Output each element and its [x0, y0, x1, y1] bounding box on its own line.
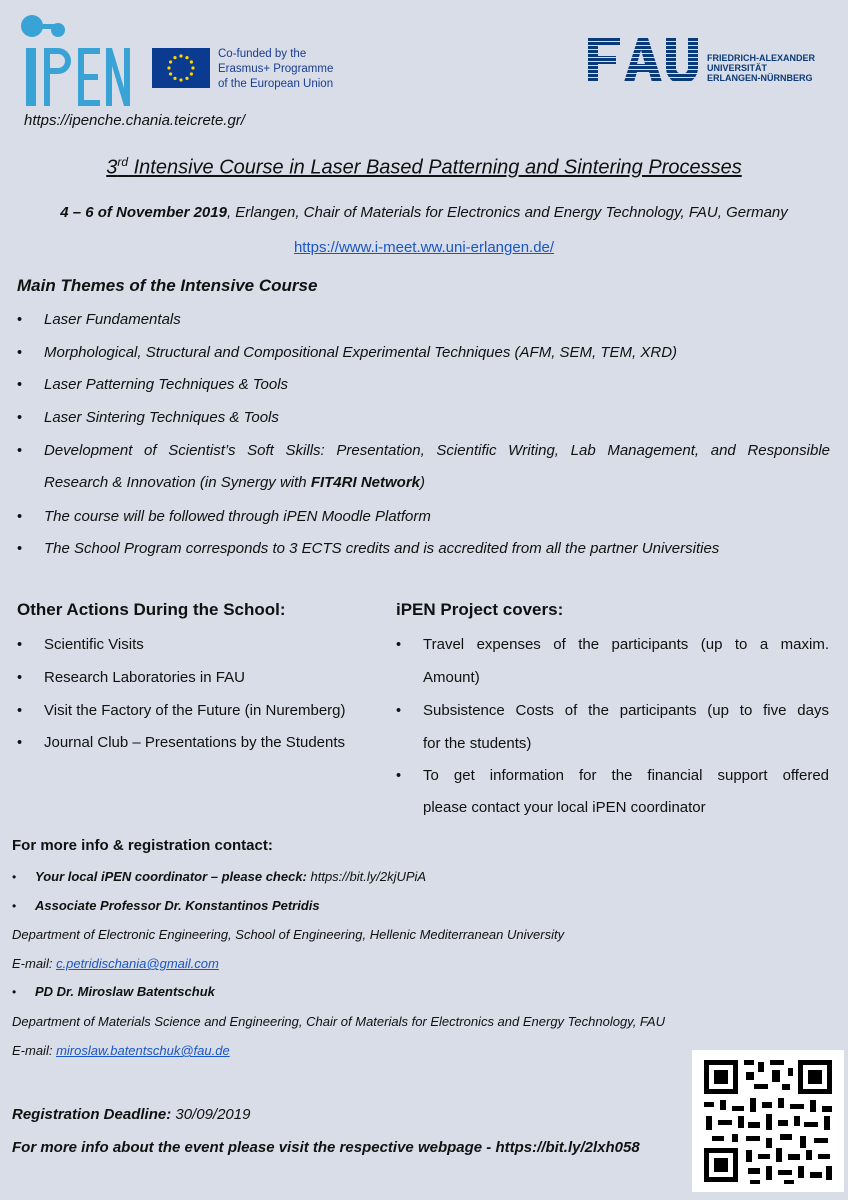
fau-logo — [588, 38, 700, 82]
bullet: • — [17, 703, 23, 719]
event-location: , Erlangen, Chair of Materials for Electronics and Energy Technology, FAU, Germany — [226, 204, 788, 221]
bullet: • — [17, 735, 23, 751]
title-text: Intensive Course in Laser Based Patterning and Sintering Processes — [128, 156, 742, 179]
covers-item: Subsistence Costs of the participants (up to five days — [423, 702, 829, 719]
bullet: • — [12, 899, 17, 913]
theme-item: Laser Fundamentals — [44, 311, 181, 328]
title-ordinal-suffix: rd — [117, 155, 129, 169]
more-info-line: For more info about the event please visit the respective webpage - https://bit.ly/2lxh058 — [12, 1139, 640, 1156]
contact-department: Department of Electronic Engineering, School of Engineering, Hellenic Mediterranean University — [12, 927, 565, 942]
bullet: • — [17, 312, 23, 328]
email-label: E-mail: — [12, 956, 57, 971]
bullet: • — [17, 509, 23, 525]
event-dateline — [0, 204, 848, 221]
email-link[interactable]: c.petridischania@gmail.com — [56, 956, 219, 971]
ipen-website-url[interactable]: https://ipenche.chania.teicrete.gr/ — [24, 112, 245, 129]
email-label: E-mail: — [12, 1043, 57, 1058]
covers-item: Travel expenses of the participants (up to a maxim. — [423, 636, 829, 653]
title-ordinal: 3 — [106, 156, 118, 179]
local-coordinator-url[interactable]: https://bit.ly/2kjUPiA — [306, 869, 427, 884]
theme-item: The course will be followed through iPEN Moodle Platform — [44, 508, 431, 525]
theme-item-continued — [44, 474, 425, 491]
contact-email-line — [12, 1043, 230, 1058]
eu-text-line: of the European Union — [218, 78, 334, 90]
bullet: • — [17, 377, 23, 393]
bullet: • — [12, 985, 17, 999]
theme-item: Morphological, Structural and Compositional Experimental Techniques (AFM, SEM, TEM, XRD) — [44, 344, 678, 361]
action-item: Visit the Factory of the Future (in Nuremberg) — [44, 702, 346, 719]
deadline-label: Registration Deadline: — [12, 1106, 172, 1123]
theme-item: The School Program corresponds to 3 ECTS credits and is accredited from all the partner Universities — [44, 540, 720, 557]
eu-funding-text — [218, 47, 333, 92]
fit4ri-network: FIT4RI Network — [310, 474, 420, 491]
local-coordinator-line — [35, 869, 426, 884]
bullet: • — [17, 410, 23, 426]
fau-text-line: FRIEDRICH-ALEXANDER — [707, 53, 815, 63]
event-website-link[interactable]: https://www.i-meet.ww.uni-erlangen.de/ — [293, 239, 555, 256]
eu-text-line: Co-funded by the — [218, 48, 307, 60]
covers-item: To get information for the financial support offered — [423, 767, 829, 784]
project-covers-heading: iPEN Project covers: — [396, 600, 564, 619]
ipen-logo — [12, 8, 132, 112]
bullet: • — [396, 703, 402, 719]
email-link[interactable]: miroslaw.batentschuk@fau.de — [56, 1043, 230, 1058]
fau-text-line: UNIVERSITÄT — [707, 63, 768, 73]
contact-person-name: PD Dr. Miroslaw Batentschuk — [35, 984, 215, 999]
contact-person-name: Associate Professor Dr. Konstantinos Petridis — [35, 898, 320, 913]
qr-code-icon[interactable] — [692, 1050, 844, 1192]
action-item: Research Laboratories in FAU — [44, 669, 245, 686]
themes-heading: Main Themes of the Intensive Course — [17, 276, 318, 295]
course-title — [0, 155, 848, 180]
bullet: • — [17, 443, 23, 459]
fau-university-name — [707, 53, 815, 83]
covers-item-continued: please contact your local iPEN coordinator — [423, 799, 706, 816]
theme-item-text: ) — [420, 474, 425, 491]
theme-item: Laser Sintering Techniques & Tools — [44, 409, 279, 426]
bullet: • — [396, 768, 402, 784]
local-coordinator-label: Your local iPEN coordinator – please check: — [35, 869, 307, 884]
action-item: Journal Club – Presentations by the Students — [44, 734, 346, 751]
fau-text-line: ERLANGEN-NÜRNBERG — [707, 73, 813, 83]
bullet: • — [12, 870, 17, 884]
bullet: • — [17, 345, 23, 361]
eu-flag-icon — [152, 48, 210, 88]
other-actions-heading: Other Actions During the School: — [17, 600, 286, 619]
theme-item: Development of Scientist’s Soft Skills: Presentation, Scientific Writing, Lab Management, and Responsible — [44, 442, 830, 459]
bullet: • — [17, 541, 23, 557]
event-dates: 4 – 6 of November 2019 — [60, 204, 227, 221]
theme-item: Laser Patterning Techniques & Tools — [44, 376, 289, 393]
eu-text-line: Erasmus+ Programme — [218, 63, 334, 75]
deadline-value: 30/09/2019 — [171, 1106, 251, 1123]
covers-item-continued: Amount) — [423, 669, 480, 686]
contact-department: Department of Materials Science and Engineering, Chair of Materials for Electronics and Energy Technology, FAU — [12, 1014, 665, 1029]
action-item: Scientific Visits — [44, 636, 144, 653]
theme-item-text: Research & Innovation (in Synergy with — [44, 474, 311, 491]
bullet: • — [17, 670, 23, 686]
registration-deadline — [12, 1106, 250, 1123]
contact-email-line — [12, 956, 219, 971]
bullet: • — [396, 637, 402, 653]
covers-item-continued: for the students) — [423, 735, 532, 752]
contact-heading: For more info & registration contact: — [12, 837, 273, 854]
bullet: • — [17, 637, 23, 653]
